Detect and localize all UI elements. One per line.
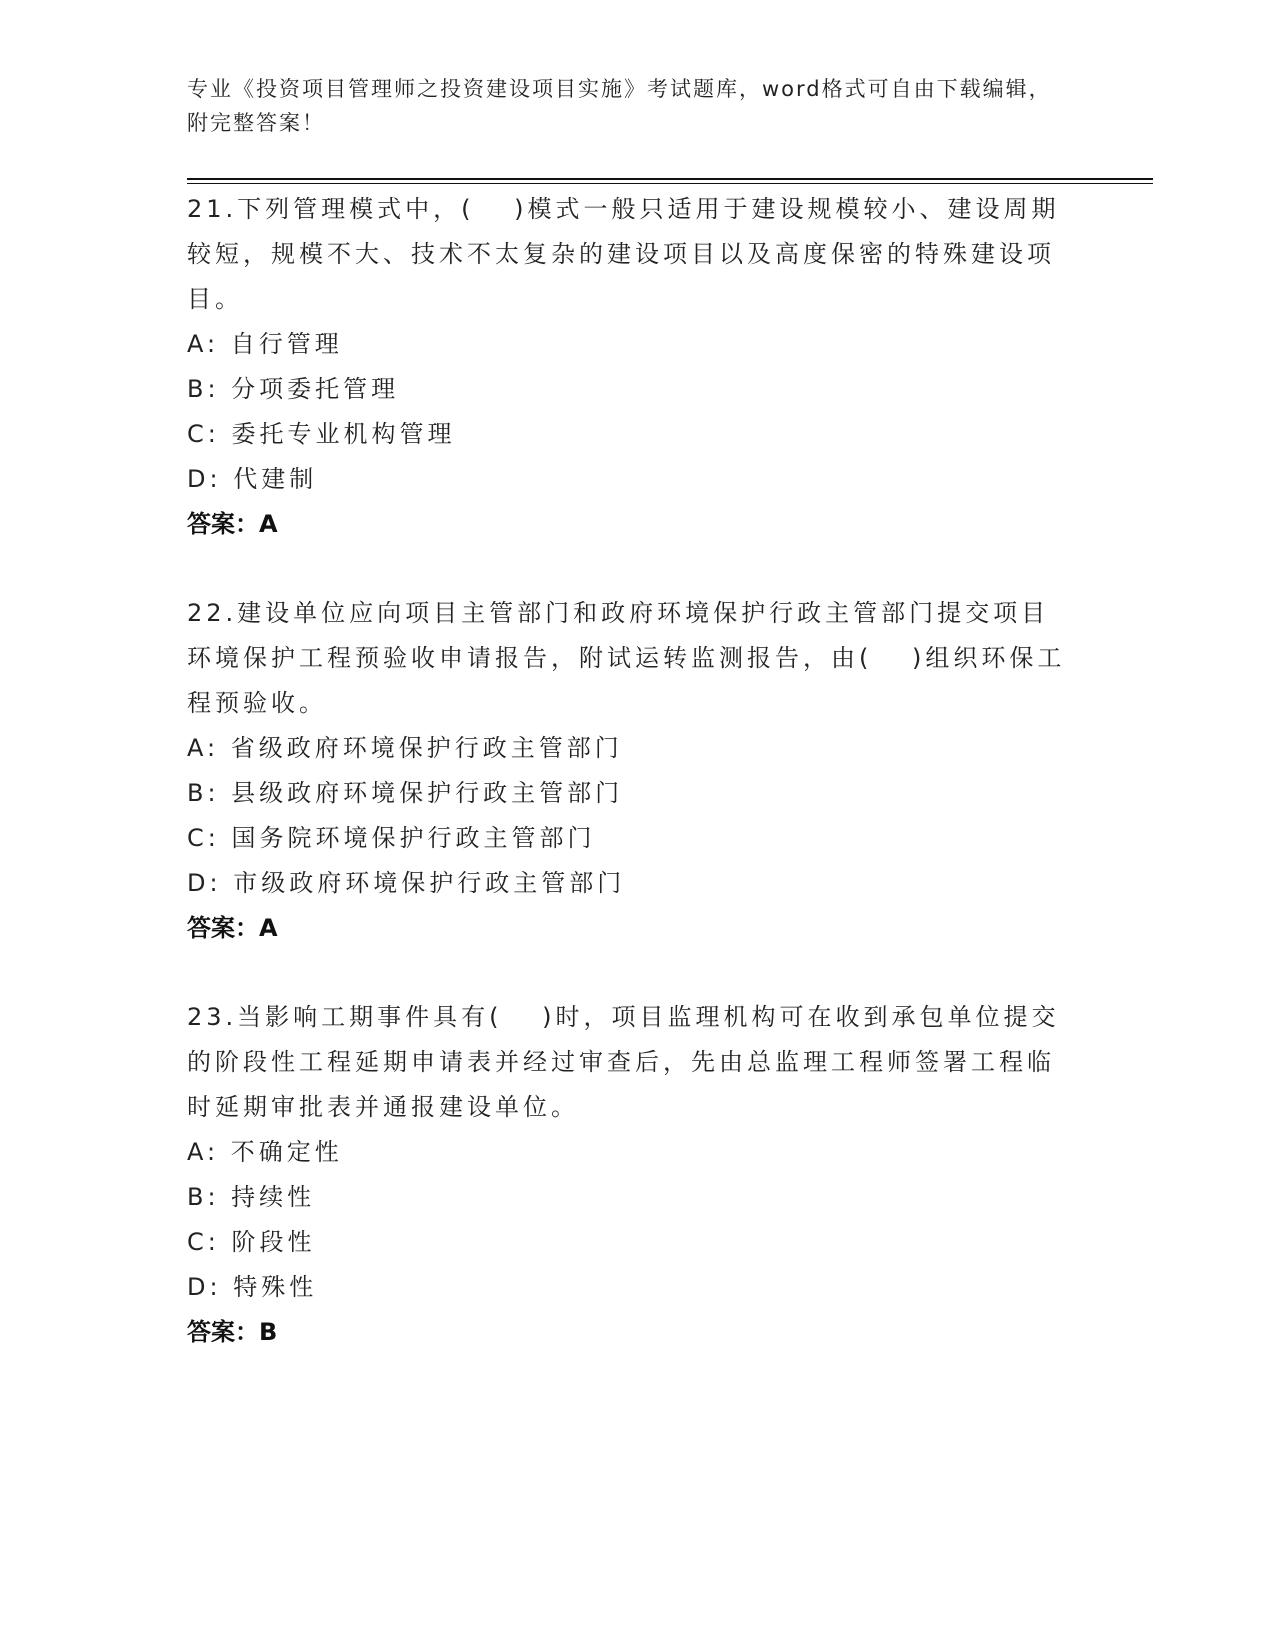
header-divider-thick [187, 178, 1153, 180]
option-b: B: 持续性 [187, 1183, 316, 1211]
answer: 答案：B [187, 1318, 278, 1346]
option-b: B: 分项委托管理 [187, 375, 400, 403]
option-d: D: 市级政府环境保护行政主管部门 [187, 869, 626, 897]
option-a: A: 自行管理 [187, 330, 343, 358]
option-c: C: 阶段性 [187, 1228, 316, 1256]
question-stem: 22.建设单位应向项目主管部门和政府环境保护行政主管部门提交项目环境保护工程预验收申请报告，附试运转监测报告，由( )组织环保工程预验收。 [187, 599, 1066, 717]
question-stem: 23.当影响工期事件具有( )时，项目监理机构可在收到承包单位提交的阶段性工程延期申请表并经过审查后，先由总监理工程师签署工程临时延期审批表并通报建设单位。 [187, 1003, 1060, 1121]
option-b: B: 县级政府环境保护行政主管部门 [187, 779, 624, 807]
option-a: A: 省级政府环境保护行政主管部门 [187, 734, 623, 762]
option-c: C: 国务院环境保护行政主管部门 [187, 824, 596, 852]
question-21 [187, 187, 1077, 547]
question-22 [187, 591, 1077, 951]
option-d: D: 代建制 [187, 465, 318, 493]
header-divider-thin [187, 183, 1153, 184]
option-d: D: 特殊性 [187, 1273, 318, 1301]
question-23 [187, 995, 1077, 1355]
answer: 答案：A [187, 510, 278, 538]
question-stem: 21.下列管理模式中，( )模式一般只适用于建设规模较小、建设周期较短，规模不大、技术不太复杂的建设项目以及高度保密的特殊建设项目。 [187, 195, 1060, 313]
option-a: A: 不确定性 [187, 1138, 343, 1166]
answer: 答案：A [187, 914, 278, 942]
document-header-description: 专业《投资项目管理师之投资建设项目实施》考试题库，word格式可自由下载编辑，附完整答案！ [187, 77, 1052, 135]
option-c: C: 委托专业机构管理 [187, 420, 456, 448]
